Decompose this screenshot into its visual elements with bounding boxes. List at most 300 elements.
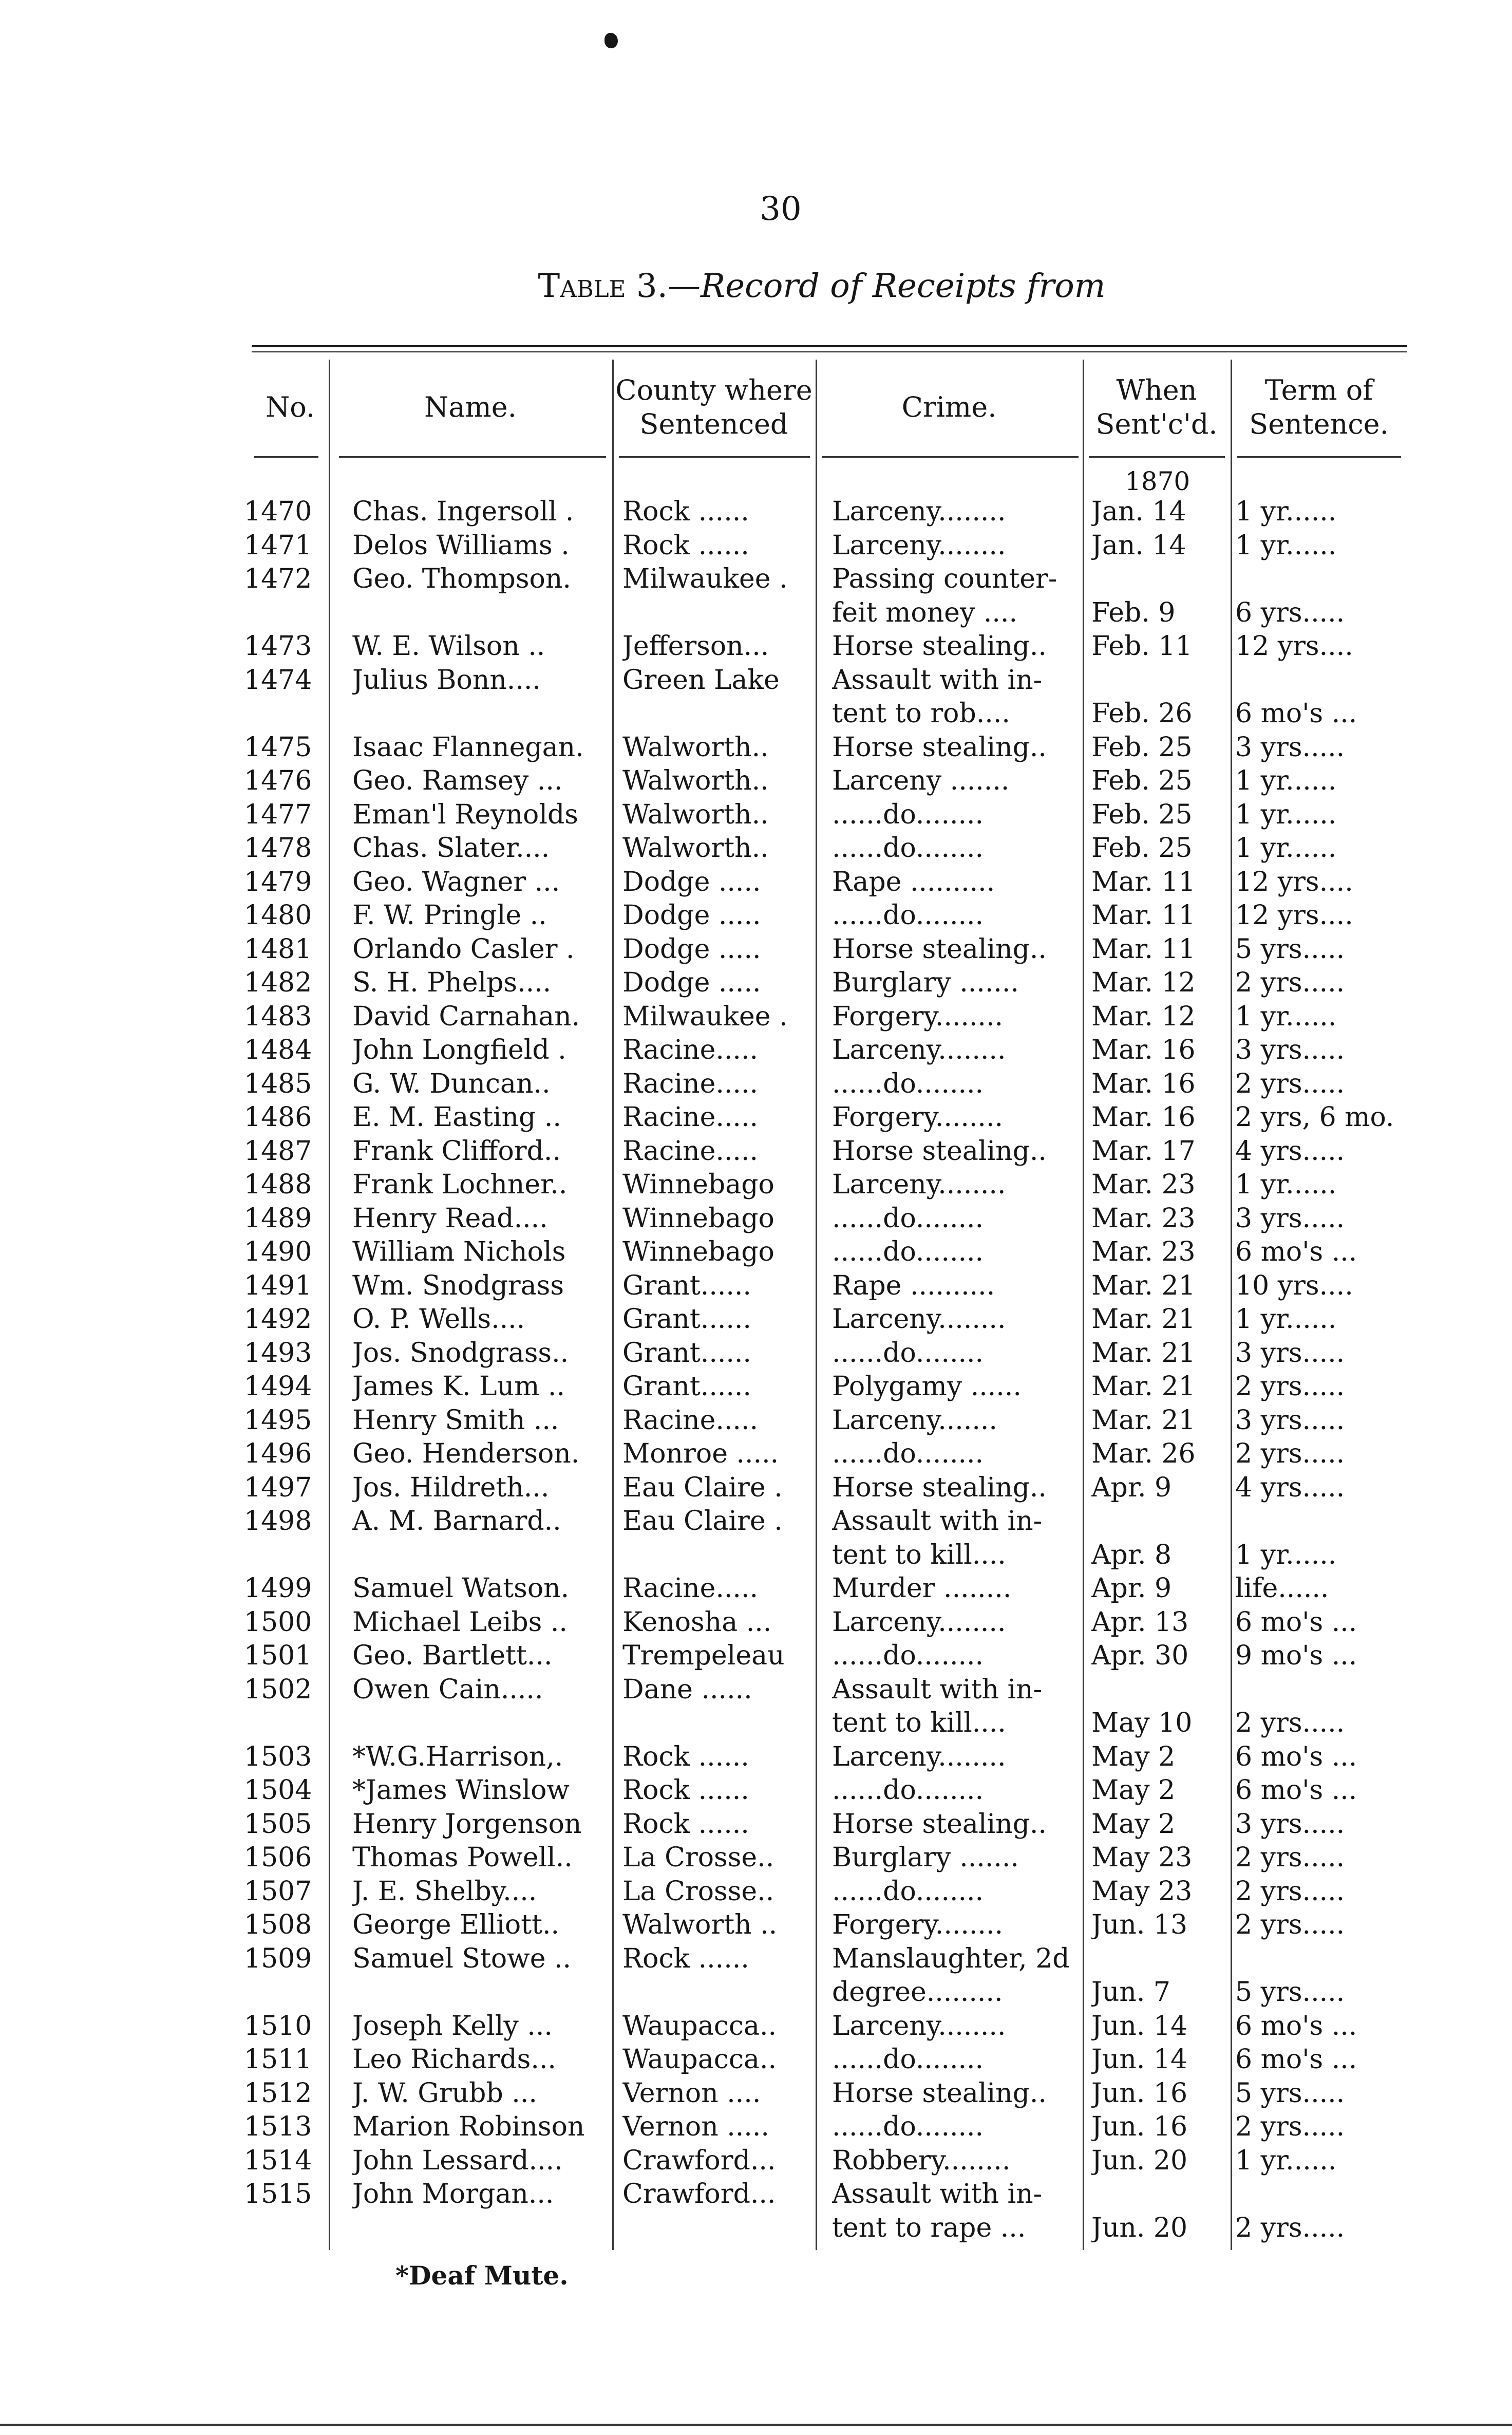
- entry-number: 1474: [244, 664, 312, 696]
- crime: Larceny........: [832, 1035, 1006, 1065]
- header-when-line2: Sent'c'd.: [1095, 408, 1218, 440]
- term-of-sentence: 1 yr......: [1235, 765, 1337, 796]
- crime: Larceny........: [832, 530, 1006, 561]
- date-sentenced: Mar. 16: [1091, 1035, 1196, 1065]
- date-sentenced: Jun. 16: [1091, 2077, 1188, 2109]
- entry-number: 1501: [244, 1640, 312, 1671]
- crime: Horse stealing..: [832, 933, 1047, 965]
- crime: Robbery........: [832, 2145, 1011, 2176]
- prisoner-name: Wm. Snodgrass: [352, 1270, 564, 1301]
- crime: Assault with in-: [832, 664, 1043, 696]
- table-caption: —Record of Receipts from: [667, 267, 1106, 305]
- term-of-sentence: 2 yrs.....: [1235, 1842, 1345, 1873]
- crime: degree.........: [832, 1977, 1003, 2008]
- date-sentenced: Jan. 14: [1091, 496, 1186, 527]
- entry-number: 1480: [244, 900, 312, 931]
- crime: Passing counter-: [832, 564, 1057, 594]
- record-table-body: [0, 495, 1512, 2245]
- entry-number: 1490: [244, 1237, 312, 1267]
- county: Vernon ....: [622, 2077, 761, 2109]
- entry-number: 1508: [244, 1909, 312, 1940]
- term-of-sentence: 3 yrs.....: [1235, 1808, 1345, 1840]
- term-of-sentence: 6 mo's ...: [1235, 1741, 1357, 1772]
- date-sentenced: Jun. 14: [1091, 2010, 1188, 2041]
- table-title: [462, 267, 1181, 305]
- date-sentenced: Mar. 11: [1091, 900, 1196, 931]
- county: Rock ......: [622, 1775, 749, 1806]
- county: Grant......: [622, 1337, 751, 1369]
- header-when-line1: When: [1116, 374, 1197, 406]
- county: Walworth ..: [622, 1909, 778, 1940]
- table-row: [0, 1808, 1512, 1842]
- top-rule-thin: [252, 351, 1407, 352]
- table-row: [0, 764, 1512, 798]
- table-row-continuation: [0, 697, 1512, 731]
- prisoner-name: James K. Lum ..: [352, 1371, 565, 1402]
- date-sentenced: Mar. 11: [1091, 866, 1196, 897]
- county: Racine.....: [622, 1573, 759, 1604]
- table-row: [0, 1101, 1512, 1135]
- prisoner-name: Geo. Henderson.: [352, 1438, 580, 1469]
- header-no-label: No.: [266, 391, 315, 423]
- term-of-sentence: 1 yr......: [1235, 530, 1337, 561]
- header-term: [1231, 369, 1407, 446]
- crime: Larceny........: [832, 1169, 1006, 1200]
- entry-number: 1470: [244, 496, 312, 527]
- header-term-line1: Term of: [1264, 374, 1373, 406]
- date-sentenced: May 2: [1091, 1741, 1176, 1772]
- county: Milwaukee .: [622, 564, 788, 594]
- ink-blot: [604, 33, 618, 48]
- prisoner-name: Henry Read....: [352, 1203, 548, 1234]
- term-of-sentence: 1 yr......: [1235, 799, 1337, 830]
- crime: Assault with in-: [832, 1674, 1043, 1705]
- date-sentenced: Mar. 23: [1091, 1203, 1196, 1234]
- date-sentenced: Feb. 26: [1091, 698, 1193, 729]
- crime: Manslaughter, 2d: [832, 1943, 1070, 1974]
- county: Walworth..: [622, 833, 769, 864]
- crime: Larceny.......: [832, 1404, 997, 1436]
- term-of-sentence: 6 mo's ...: [1235, 1775, 1357, 1806]
- term-of-sentence: 6 mo's ...: [1235, 2010, 1357, 2041]
- entry-number: 1495: [244, 1404, 312, 1436]
- prisoner-name: A. M. Barnard..: [352, 1506, 561, 1537]
- prisoner-name: S. H. Phelps....: [352, 967, 552, 998]
- crime: ......do........: [832, 1203, 984, 1234]
- date-sentenced: Apr. 8: [1091, 1539, 1172, 1570]
- crime: Horse stealing..: [832, 1135, 1047, 1167]
- prisoner-name: Henry Jorgenson: [352, 1808, 582, 1840]
- crime: Burglary .......: [832, 967, 1019, 998]
- table-row: [0, 2043, 1512, 2077]
- prisoner-name: Jos. Hildreth...: [352, 1472, 550, 1503]
- table-row: [0, 933, 1512, 967]
- table-row: [0, 1841, 1512, 1875]
- table-row: [0, 966, 1512, 1000]
- county: Winnebago: [622, 1169, 774, 1200]
- prisoner-name: Isaac Flannegan.: [352, 732, 584, 763]
- date-sentenced: Feb. 9: [1091, 597, 1176, 628]
- crime: ......do........: [832, 1337, 984, 1369]
- prisoner-name: Leo Richards...: [352, 2044, 556, 2075]
- date-sentenced: Mar. 26: [1091, 1438, 1196, 1469]
- table-row: [0, 1740, 1512, 1774]
- term-of-sentence: 5 yrs.....: [1235, 933, 1345, 965]
- date-sentenced: Mar. 11: [1091, 933, 1196, 965]
- crime: Forgery........: [832, 1909, 1004, 1940]
- crime: ......do........: [832, 1068, 984, 1099]
- prisoner-name: Chas. Slater....: [352, 833, 550, 864]
- prisoner-name: Eman'l Reynolds: [352, 799, 578, 830]
- prisoner-name: Michael Leibs ..: [352, 1606, 568, 1638]
- county: Walworth..: [622, 765, 769, 796]
- prisoner-name: F. W. Pringle ..: [352, 900, 547, 931]
- county: Winnebago: [622, 1203, 774, 1234]
- entry-number: 1494: [244, 1371, 312, 1402]
- table-row: [0, 2144, 1512, 2178]
- entry-number: 1482: [244, 967, 312, 998]
- term-of-sentence: 6 mo's ...: [1235, 1237, 1357, 1267]
- table-row: [0, 1337, 1512, 1371]
- term-of-sentence: 3 yrs.....: [1235, 1035, 1345, 1065]
- crime: Larceny........: [832, 2010, 1006, 2041]
- crime: Burglary .......: [832, 1842, 1019, 1873]
- crime: Murder ........: [832, 1573, 1012, 1604]
- county: Winnebago: [622, 1237, 774, 1267]
- date-sentenced: Mar. 21: [1091, 1304, 1196, 1335]
- prisoner-name: Geo. Bartlett...: [352, 1640, 553, 1671]
- prisoner-name: G. W. Duncan..: [352, 1068, 551, 1099]
- entry-number: 1506: [244, 1842, 312, 1873]
- table-row: [0, 1034, 1512, 1067]
- date-sentenced: Jun. 16: [1091, 2111, 1188, 2142]
- prisoner-name: Geo. Ramsey ...: [352, 765, 563, 796]
- prisoner-name: *James Winslow: [352, 1775, 570, 1806]
- prisoner-name: Frank Lochner..: [352, 1169, 568, 1200]
- table-row: [0, 1303, 1512, 1337]
- table-row: [0, 1202, 1512, 1236]
- table-row: [0, 2077, 1512, 2111]
- date-sentenced: Jun. 20: [1091, 2145, 1188, 2176]
- county: Trempeleau: [622, 1640, 785, 1671]
- crime: Horse stealing..: [832, 1472, 1047, 1503]
- table-row: [0, 798, 1512, 832]
- date-sentenced: Apr. 9: [1091, 1573, 1172, 1604]
- crime: Horse stealing..: [832, 1808, 1047, 1840]
- entry-number: 1471: [244, 530, 312, 561]
- table-row: [0, 1774, 1512, 1808]
- term-of-sentence: 3 yrs.....: [1235, 1404, 1345, 1436]
- date-sentenced: Mar. 21: [1091, 1270, 1196, 1301]
- county: Rock ......: [622, 1943, 749, 1974]
- entry-number: 1475: [244, 732, 312, 763]
- prisoner-name: Owen Cain.....: [352, 1674, 543, 1705]
- header-underline: [254, 456, 318, 458]
- entry-number: 1503: [244, 1741, 312, 1772]
- crime: ......do........: [832, 2111, 984, 2142]
- date-sentenced: Feb. 11: [1091, 631, 1193, 662]
- prisoner-name: E. M. Easting ..: [352, 1102, 561, 1133]
- table-row-continuation: [0, 1539, 1512, 1572]
- entry-number: 1491: [244, 1270, 312, 1301]
- prisoner-name: W. E. Wilson ..: [352, 631, 545, 662]
- crime: Rape ..........: [832, 1270, 995, 1301]
- prisoner-name: J. W. Grubb ...: [352, 2077, 537, 2109]
- entry-number: 1510: [244, 2010, 312, 2041]
- county: Rock ......: [622, 530, 749, 561]
- header-county: [612, 369, 816, 446]
- county: Racine.....: [622, 1035, 759, 1065]
- table-row: [0, 1437, 1512, 1471]
- term-of-sentence: 6 mo's ...: [1235, 1606, 1357, 1638]
- entry-number: 1496: [244, 1438, 312, 1469]
- county: Jefferson...: [622, 631, 769, 662]
- date-sentenced: May 2: [1091, 1775, 1176, 1806]
- table-row: [0, 1606, 1512, 1640]
- county: Crawford...: [622, 2179, 776, 2209]
- table-row: [0, 1235, 1512, 1269]
- entry-number: 1498: [244, 1506, 312, 1537]
- county: Grant......: [622, 1371, 751, 1402]
- crime: Horse stealing..: [832, 2077, 1047, 2109]
- entry-number: 1478: [244, 833, 312, 864]
- date-sentenced: May 10: [1091, 1708, 1193, 1738]
- entry-number: 1489: [244, 1203, 312, 1234]
- county: Racine.....: [622, 1068, 759, 1099]
- county: Racine.....: [622, 1135, 759, 1167]
- table-row: [0, 1875, 1512, 1909]
- entry-number: 1485: [244, 1068, 312, 1099]
- date-sentenced: May 23: [1091, 1842, 1193, 1873]
- page-bottom-line: [0, 2424, 1512, 2426]
- entry-number: 1497: [244, 1472, 312, 1503]
- prisoner-name: J. E. Shelby....: [352, 1876, 537, 1907]
- term-of-sentence: 2 yrs, 6 mo.: [1235, 1102, 1394, 1133]
- entry-number: 1499: [244, 1573, 312, 1604]
- table-row: [0, 1572, 1512, 1606]
- term-of-sentence: 3 yrs.....: [1235, 1337, 1345, 1369]
- entry-number: 1507: [244, 1876, 312, 1907]
- entry-number: 1493: [244, 1337, 312, 1369]
- crime: ......do........: [832, 1640, 984, 1671]
- term-of-sentence: 5 yrs.....: [1235, 2077, 1345, 2109]
- crime: ......do........: [832, 1775, 984, 1806]
- term-of-sentence: 2 yrs.....: [1235, 2111, 1345, 2142]
- table-row: [0, 866, 1512, 900]
- prisoner-name: Julius Bonn....: [352, 664, 541, 696]
- crime: ......do........: [832, 2044, 984, 2075]
- term-of-sentence: 2 yrs.....: [1235, 1438, 1345, 1469]
- date-sentenced: Feb. 25: [1091, 732, 1193, 763]
- top-rule: [252, 345, 1407, 347]
- prisoner-name: Geo. Thompson.: [352, 564, 571, 594]
- term-of-sentence: 6 mo's ...: [1235, 698, 1357, 729]
- term-of-sentence: 1 yr......: [1235, 833, 1337, 864]
- table-row: [0, 495, 1512, 529]
- prisoner-name: Samuel Stowe ..: [352, 1943, 572, 1974]
- table-row: [0, 1000, 1512, 1034]
- table-label: Table: [538, 267, 626, 305]
- table-row: [0, 1135, 1512, 1169]
- county: Dodge .....: [622, 900, 761, 931]
- crime: Polygamy ......: [832, 1371, 1022, 1402]
- county: Grant......: [622, 1270, 751, 1301]
- header-name-label: Name.: [424, 391, 517, 423]
- date-sentenced: Feb. 25: [1091, 765, 1193, 796]
- prisoner-name: John Morgan...: [352, 2179, 554, 2209]
- table-row: [0, 1505, 1512, 1539]
- entry-number: 1505: [244, 1808, 312, 1840]
- term-of-sentence: 10 yrs....: [1235, 1270, 1353, 1301]
- entry-number: 1514: [244, 2145, 312, 2176]
- prisoner-name: George Elliott..: [352, 1909, 560, 1940]
- entry-number: 1472: [244, 564, 312, 594]
- table-row: [0, 630, 1512, 664]
- table-row: [0, 1067, 1512, 1101]
- entry-number: 1476: [244, 765, 312, 796]
- county: Racine.....: [622, 1404, 759, 1436]
- crime: ......do........: [832, 799, 984, 830]
- crime: Larceny........: [832, 496, 1006, 527]
- county: Green Lake: [622, 664, 780, 696]
- header-name: [329, 369, 612, 446]
- page-number: 30: [760, 190, 802, 228]
- entry-number: 1513: [244, 2111, 312, 2142]
- table-row: [0, 1673, 1512, 1707]
- term-of-sentence: life......: [1235, 1573, 1329, 1604]
- prisoner-name: John Longfield .: [352, 1035, 566, 1065]
- prisoner-name: Chas. Ingersoll .: [352, 496, 574, 527]
- table-row: [0, 664, 1512, 698]
- county: Dodge .....: [622, 933, 761, 965]
- table-row: [0, 2010, 1512, 2044]
- header-county-line1: County where: [615, 374, 812, 406]
- prisoner-name: Henry Smith ...: [352, 1404, 559, 1436]
- date-sentenced: Mar. 17: [1091, 1135, 1196, 1167]
- term-of-sentence: 5 yrs.....: [1235, 1977, 1345, 2008]
- entry-number: 1515: [244, 2179, 312, 2209]
- entry-number: 1473: [244, 631, 312, 662]
- crime: tent to rob....: [832, 698, 1010, 729]
- term-of-sentence: 2 yrs.....: [1235, 1876, 1345, 1907]
- crime: ......do........: [832, 900, 984, 931]
- table-row: [0, 2110, 1512, 2144]
- table-row: [0, 2178, 1512, 2212]
- term-of-sentence: 1 yr......: [1235, 1304, 1337, 1335]
- term-of-sentence: 3 yrs.....: [1235, 732, 1345, 763]
- table-row: [0, 1269, 1512, 1303]
- table-row: [0, 832, 1512, 866]
- date-sentenced: Mar. 23: [1091, 1169, 1196, 1200]
- term-of-sentence: 1 yr......: [1235, 2145, 1337, 2176]
- table-row: [0, 1908, 1512, 1942]
- entry-number: 1500: [244, 1606, 312, 1638]
- prisoner-name: William Nichols: [352, 1237, 566, 1267]
- county: Racine.....: [622, 1102, 759, 1133]
- term-of-sentence: 2 yrs.....: [1235, 1708, 1345, 1738]
- date-sentenced: Jan. 14: [1091, 530, 1186, 561]
- county: La Crosse..: [622, 1876, 774, 1907]
- prisoner-name: Geo. Wagner ...: [352, 866, 560, 897]
- date-sentenced: May 23: [1091, 1876, 1193, 1907]
- prisoner-name: *W.G.Harrison,.: [352, 1741, 563, 1772]
- term-of-sentence: 2 yrs.....: [1235, 1371, 1345, 1402]
- term-of-sentence: 1 yr......: [1235, 1169, 1337, 1200]
- table-row-continuation: [0, 1707, 1512, 1740]
- header-underline: [822, 456, 1079, 458]
- prisoner-name: Delos Williams .: [352, 530, 570, 561]
- term-of-sentence: 12 yrs....: [1235, 866, 1353, 897]
- header-underline: [1237, 456, 1401, 458]
- term-of-sentence: 2 yrs.....: [1235, 1068, 1345, 1099]
- date-sentenced: Mar. 23: [1091, 1237, 1196, 1267]
- term-of-sentence: 6 mo's ...: [1235, 2044, 1357, 2075]
- county: Waupacca..: [622, 2010, 777, 2041]
- date-sentenced: Jun. 7: [1091, 1977, 1170, 2008]
- table-row: [0, 1168, 1512, 1202]
- entry-number: 1512: [244, 2077, 312, 2109]
- table-row: [0, 563, 1512, 596]
- table-row-continuation: [0, 596, 1512, 630]
- term-of-sentence: 2 yrs.....: [1235, 2212, 1345, 2243]
- header-underline: [1089, 456, 1225, 458]
- date-sentenced: Apr. 13: [1091, 1606, 1189, 1638]
- header-crime-label: Crime.: [901, 391, 997, 423]
- footnote: *Deaf Mute.: [395, 2260, 569, 2291]
- term-of-sentence: 3 yrs.....: [1235, 1203, 1345, 1234]
- crime: Forgery........: [832, 1102, 1004, 1133]
- crime: Horse stealing..: [832, 631, 1047, 662]
- crime: Assault with in-: [832, 1506, 1043, 1537]
- table-row: [0, 1370, 1512, 1404]
- crime: Forgery........: [832, 1001, 1004, 1032]
- date-sentenced: Feb. 25: [1091, 833, 1193, 864]
- entry-number: 1502: [244, 1674, 312, 1705]
- county: Rock ......: [622, 496, 749, 527]
- date-sentenced: Mar. 21: [1091, 1337, 1196, 1369]
- county: Milwaukee .: [622, 1001, 788, 1032]
- crime: Assault with in-: [832, 2179, 1043, 2209]
- table-row: [0, 529, 1512, 563]
- county: Monroe .....: [622, 1438, 779, 1469]
- county: La Crosse..: [622, 1842, 774, 1873]
- term-of-sentence: 6 yrs.....: [1235, 597, 1345, 628]
- county: Vernon .....: [622, 2111, 769, 2142]
- prisoner-name: Orlando Casler .: [352, 933, 575, 965]
- date-sentenced: Mar. 21: [1091, 1404, 1196, 1436]
- date-sentenced: Mar. 16: [1091, 1068, 1196, 1099]
- table-row-continuation: [0, 1976, 1512, 2010]
- entry-number: 1481: [244, 933, 312, 965]
- entry-number: 1479: [244, 866, 312, 897]
- prisoner-name: Jos. Snodgrass..: [352, 1337, 569, 1369]
- term-of-sentence: 1 yr......: [1235, 1001, 1337, 1032]
- crime: tent to rape ...: [832, 2212, 1026, 2243]
- county: Eau Claire .: [622, 1472, 783, 1503]
- term-of-sentence: 4 yrs.....: [1235, 1472, 1345, 1503]
- header-crime: [816, 369, 1083, 446]
- crime: Horse stealing..: [832, 732, 1047, 763]
- county: Walworth..: [622, 799, 769, 830]
- crime: Larceny........: [832, 1606, 1006, 1638]
- entry-number: 1492: [244, 1304, 312, 1335]
- crime: Larceny .......: [832, 765, 1010, 796]
- prisoner-name: O. P. Wells....: [352, 1304, 525, 1335]
- year-label: 1870: [1125, 466, 1190, 496]
- entry-number: 1488: [244, 1169, 312, 1200]
- entry-number: 1486: [244, 1102, 312, 1133]
- county: Crawford...: [622, 2145, 776, 2176]
